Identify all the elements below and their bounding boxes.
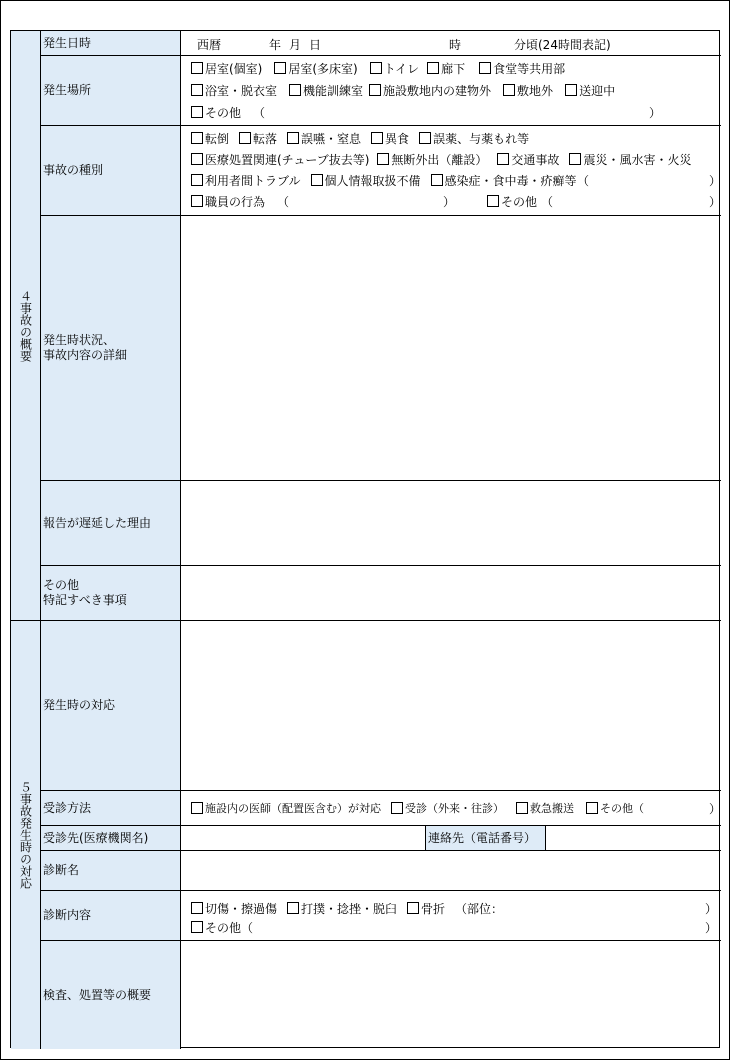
- diagnosis-content-label: 診断内容: [41, 891, 181, 941]
- checkbox[interactable]: [586, 802, 598, 814]
- minute-label: 分頃(24時間表記): [514, 38, 611, 52]
- staff-paren-close: ）: [443, 195, 456, 209]
- accident-other: [487, 193, 537, 209]
- year-label: 年: [269, 38, 282, 52]
- contact-label: 連絡先（電話番号）: [426, 826, 546, 851]
- checkbox[interactable]: [569, 153, 581, 165]
- date-label: 発生日時: [41, 31, 181, 56]
- checkbox[interactable]: [369, 84, 381, 96]
- detail-input[interactable]: [181, 216, 721, 481]
- consult-dest-label: 受診先(医療機関名): [41, 826, 181, 851]
- location-option-other[interactable]: その他: [191, 104, 241, 121]
- location-paren-open: （: [253, 106, 266, 120]
- location-option[interactable]: 送迎中: [565, 82, 615, 99]
- other-paren-open: （: [541, 195, 554, 209]
- checkbox[interactable]: [391, 802, 403, 814]
- detail-label: 発生時状況、 事故内容の詳細: [41, 216, 181, 481]
- diagnosis-option-other[interactable]: その他: [191, 919, 241, 936]
- accident-option[interactable]: 無断外出（離設）: [377, 151, 487, 168]
- checkbox[interactable]: [191, 132, 203, 144]
- accident-row-2: [191, 151, 691, 167]
- checkbox[interactable]: [239, 132, 251, 144]
- diagnosis-content-field: [181, 891, 721, 941]
- location-row-2: [191, 82, 615, 98]
- accident-option[interactable]: 利用者間トラブル: [191, 172, 301, 189]
- other-paren-close: ）: [709, 195, 722, 209]
- location-paren-close: ）: [649, 106, 662, 120]
- checkbox[interactable]: [516, 802, 528, 814]
- accident-row-1: [191, 130, 529, 146]
- location-option[interactable]: 廊下: [427, 60, 465, 77]
- checkbox[interactable]: [565, 84, 577, 96]
- accident-option[interactable]: 交通事故: [497, 151, 559, 168]
- checkbox[interactable]: [287, 132, 299, 144]
- accident-row-4: [191, 193, 265, 209]
- location-option[interactable]: 居室(個室): [191, 60, 262, 77]
- accident-option[interactable]: 転落: [239, 130, 277, 147]
- diagnosis-row-2: [191, 919, 253, 935]
- diagnosis-option[interactable]: 切傷・擦過傷: [191, 900, 277, 917]
- checkbox[interactable]: [191, 106, 203, 118]
- checkbox[interactable]: [191, 174, 203, 186]
- checkbox[interactable]: [487, 195, 499, 207]
- staff-paren-open: （: [277, 195, 290, 209]
- checkbox[interactable]: [370, 62, 382, 74]
- accident-option-other[interactable]: その他: [487, 193, 537, 210]
- location-row-1: [191, 60, 565, 76]
- consult-paren-close: ）: [709, 802, 722, 816]
- location-option[interactable]: 施設敷地内の建物外: [369, 82, 491, 99]
- consult-dest-input[interactable]: [181, 826, 426, 851]
- diagnosis-other-paren-open: （: [241, 920, 254, 935]
- accident-option[interactable]: 感染症・食中毒・疥癬等: [431, 172, 577, 189]
- checkbox[interactable]: [191, 84, 203, 96]
- location-field: [181, 56, 721, 126]
- consult-method-label: 受診方法: [41, 791, 181, 826]
- day-label: 日: [309, 38, 322, 52]
- checkbox[interactable]: [407, 902, 419, 914]
- location-row-3: [191, 104, 241, 120]
- checkbox[interactable]: [431, 174, 443, 186]
- accident-option[interactable]: 誤嚥・窒息: [287, 130, 361, 147]
- consult-paren-open: （: [633, 802, 644, 815]
- diagnosis-other-paren-close: ）: [705, 921, 718, 935]
- accident-option[interactable]: 誤薬、与薬もれ等: [419, 130, 529, 147]
- checkbox[interactable]: [419, 132, 431, 144]
- checkbox[interactable]: [287, 902, 299, 914]
- location-label: 発生場所: [41, 56, 181, 126]
- location-option[interactable]: 敷地外: [503, 82, 553, 99]
- hour-label: 時: [449, 38, 462, 52]
- diagnosis-option[interactable]: 打撲・捻挫・脱臼: [287, 900, 397, 917]
- checkbox[interactable]: [191, 902, 203, 914]
- treatment-input[interactable]: [181, 941, 721, 1049]
- section-4-header: [11, 31, 41, 621]
- checkbox[interactable]: [191, 153, 203, 165]
- delay-reason-label: 報告が遅延した理由: [41, 481, 181, 566]
- consult-method-row: [191, 800, 644, 816]
- checkbox[interactable]: [289, 84, 301, 96]
- contact-input[interactable]: [546, 826, 721, 851]
- consult-option[interactable]: 施設内の医師（配置医含む）が対応: [191, 800, 381, 816]
- accident-option[interactable]: 医療処置関連(チューブ抜去等): [191, 151, 369, 168]
- section-5-title: ５事故発生時の対応: [18, 781, 33, 889]
- location-option[interactable]: 機能訓練室: [289, 82, 363, 99]
- checkbox[interactable]: [191, 62, 203, 74]
- location-option[interactable]: トイレ: [370, 60, 419, 77]
- accident-option[interactable]: 異食: [371, 130, 409, 147]
- checkbox[interactable]: [191, 921, 203, 933]
- accident-other-paren-open: （: [577, 174, 590, 188]
- consult-option[interactable]: 受診（外来・往診）: [391, 800, 504, 816]
- accident-option[interactable]: 転倒: [191, 130, 229, 147]
- part-label: （部位：: [455, 901, 504, 916]
- diagnosis-input[interactable]: [181, 851, 721, 891]
- date-field[interactable]: [181, 31, 721, 56]
- accident-type-label: 事故の種別: [41, 126, 181, 216]
- accident-option[interactable]: 震災・風水害・火災: [569, 151, 691, 168]
- checkbox[interactable]: [497, 153, 509, 165]
- accident-option[interactable]: 個人情報取扱不備: [311, 172, 421, 189]
- checkbox[interactable]: [274, 62, 286, 74]
- checkbox[interactable]: [377, 153, 389, 165]
- checkbox[interactable]: [311, 174, 323, 186]
- diagnosis-option[interactable]: 骨折: [407, 900, 445, 917]
- consult-option[interactable]: 救急搬送: [516, 800, 574, 816]
- checkbox[interactable]: [427, 62, 439, 74]
- diagnosis-label: 診断名: [41, 851, 181, 891]
- checkbox[interactable]: [191, 802, 203, 814]
- treatment-label: 検査、処置等の概要: [41, 941, 181, 1049]
- accident-row-3: [191, 172, 577, 188]
- era-label: 西暦: [197, 38, 222, 52]
- location-option[interactable]: 食堂等共用部: [479, 60, 565, 77]
- location-option[interactable]: 居室(多床室): [274, 60, 357, 77]
- accident-type-field: [181, 126, 721, 216]
- location-option[interactable]: 浴室・脱衣室: [191, 82, 277, 99]
- response-label: 発生時の対応: [41, 621, 181, 791]
- consult-option-other[interactable]: その他: [586, 800, 633, 816]
- accident-other-paren-close: ）: [709, 174, 722, 188]
- remarks-label: その他 特記すべき事項: [41, 566, 181, 621]
- checkbox[interactable]: [479, 62, 491, 74]
- section-4-title: ４事故の概要: [18, 289, 33, 362]
- section-5-header: [11, 621, 41, 1049]
- checkbox[interactable]: [371, 132, 383, 144]
- month-label: 月: [289, 38, 302, 52]
- diagnosis-row-1: [191, 900, 503, 916]
- remarks-input[interactable]: [181, 566, 721, 621]
- part-paren-close: ）: [705, 902, 718, 916]
- checkbox[interactable]: [191, 195, 203, 207]
- incident-report-form: [10, 30, 720, 1048]
- response-input[interactable]: [181, 621, 721, 791]
- delay-reason-input[interactable]: [181, 481, 721, 566]
- consult-method-field: [181, 791, 721, 826]
- accident-option-staff[interactable]: 職員の行為: [191, 193, 265, 210]
- checkbox[interactable]: [503, 84, 515, 96]
